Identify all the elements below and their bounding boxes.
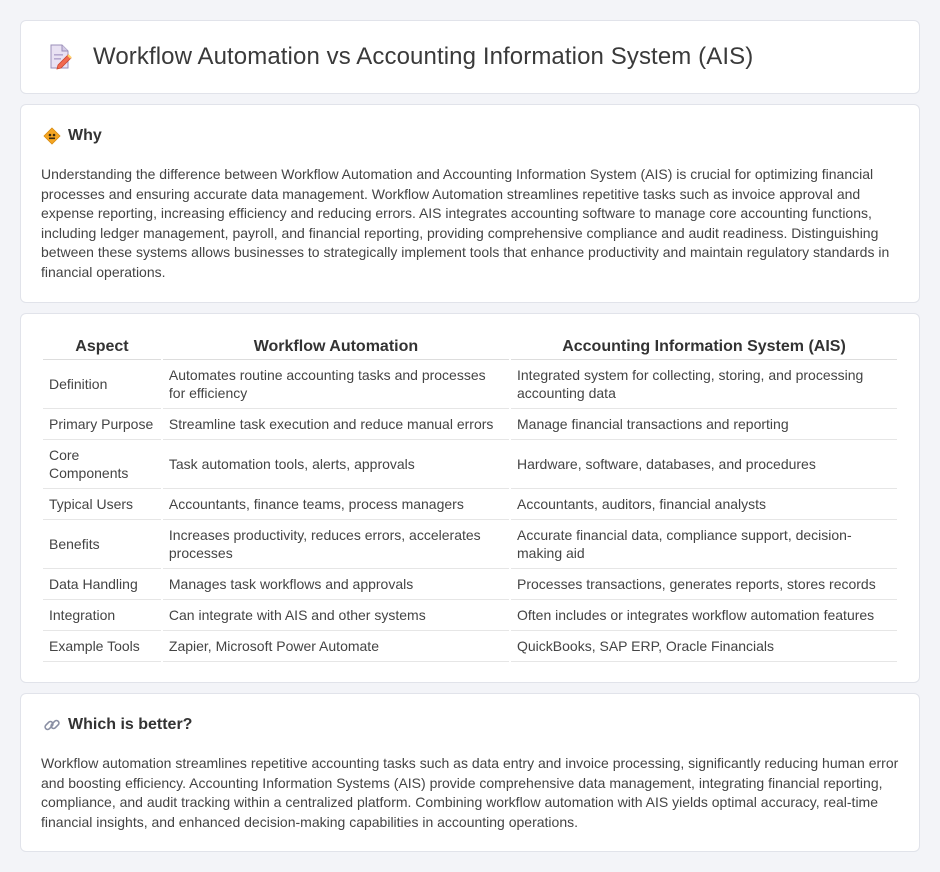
header-ais: Accounting Information System (AIS) bbox=[511, 335, 897, 360]
ais-cell: Integrated system for collecting, storing, and processing accounting data bbox=[511, 360, 897, 409]
ais-cell: Processes transactions, generates reports, stores records bbox=[511, 569, 897, 600]
link-icon bbox=[43, 716, 61, 734]
aspect-cell: Benefits bbox=[43, 520, 161, 569]
aspect-cell: Typical Users bbox=[43, 489, 161, 520]
workflow-cell: Can integrate with AIS and other systems bbox=[163, 600, 509, 631]
table-header-row bbox=[43, 335, 897, 360]
ais-cell: Accountants, auditors, financial analysts bbox=[511, 489, 897, 520]
table-row bbox=[43, 631, 897, 662]
comparison-section bbox=[20, 313, 920, 683]
table-row bbox=[43, 440, 897, 489]
better-text: Workflow automation streamlines repetitive accounting tasks such as data entry and invoice processing, significantly reducing human error and boosting efficiency. Accounting Information Systems (AIS) provide comprehensive data management, integrating financial reporting, compliance, and audit tracking within a centralized platform. Combining workflow automation with AIS yields optimal accuracy, real-time financial insights, and enhanced decision-making capabilities in accounting operations. bbox=[41, 755, 899, 830]
better-heading-row bbox=[43, 716, 192, 734]
diamond-sign-icon bbox=[43, 127, 61, 145]
why-heading: Why bbox=[68, 127, 102, 144]
aspect-cell: Primary Purpose bbox=[43, 409, 161, 440]
workflow-cell: Accountants, finance teams, process managers bbox=[163, 489, 509, 520]
ais-cell: Hardware, software, databases, and procedures bbox=[511, 440, 897, 489]
page-title: Workflow Automation vs Accounting Information System (AIS) bbox=[93, 43, 754, 70]
aspect-cell: Data Handling bbox=[43, 569, 161, 600]
aspect-cell: Definition bbox=[43, 360, 161, 409]
ais-cell: QuickBooks, SAP ERP, Oracle Financials bbox=[511, 631, 897, 662]
table-row bbox=[43, 600, 897, 631]
workflow-cell: Automates routine accounting tasks and processes for efficiency bbox=[163, 360, 509, 409]
workflow-cell: Task automation tools, alerts, approvals bbox=[163, 440, 509, 489]
ais-cell: Accurate financial data, compliance support, decision-making aid bbox=[511, 520, 897, 569]
table-row bbox=[43, 489, 897, 520]
header-aspect: Aspect bbox=[43, 335, 161, 360]
ais-cell: Often includes or integrates workflow automation features bbox=[511, 600, 897, 631]
comparison-table bbox=[41, 335, 899, 662]
workflow-cell: Increases productivity, reduces errors, accelerates processes bbox=[163, 520, 509, 569]
title-card bbox=[20, 20, 920, 94]
workflow-cell: Zapier, Microsoft Power Automate bbox=[163, 631, 509, 662]
header-workflow-automation: Workflow Automation bbox=[163, 335, 509, 360]
table-row bbox=[43, 409, 897, 440]
why-heading-row bbox=[43, 127, 102, 145]
better-heading: Which is better? bbox=[68, 716, 193, 733]
document-edit-icon bbox=[47, 43, 73, 71]
aspect-cell: Example Tools bbox=[43, 631, 161, 662]
table-row bbox=[43, 360, 897, 409]
ais-cell: Manage financial transactions and reporting bbox=[511, 409, 897, 440]
table-row bbox=[43, 520, 897, 569]
why-section bbox=[20, 104, 920, 303]
table-row bbox=[43, 569, 897, 600]
workflow-cell: Manages task workflows and approvals bbox=[163, 569, 509, 600]
aspect-cell: Integration bbox=[43, 600, 161, 631]
which-is-better-section bbox=[20, 693, 920, 852]
aspect-cell: Core Components bbox=[43, 440, 161, 489]
why-text: Understanding the difference between Workflow Automation and Accounting Information System (AIS) is crucial for optimizing financial processes and ensuring accurate data management. Workflow Automation streamlines repetitive tasks such as invoice approval and expense reporting, increasing efficiency and reducing errors. AIS integrates accounting software to manage core accounting functions, including ledger management, payroll, and financial reporting, providing comprehensive compliance and audit readiness. Distinguishing between these systems allows businesses to strategically implement tools that enhance productivity and maintain regulatory standards in financial operations. bbox=[41, 166, 890, 280]
workflow-cell: Streamline task execution and reduce manual errors bbox=[163, 409, 509, 440]
title-row bbox=[47, 43, 753, 71]
